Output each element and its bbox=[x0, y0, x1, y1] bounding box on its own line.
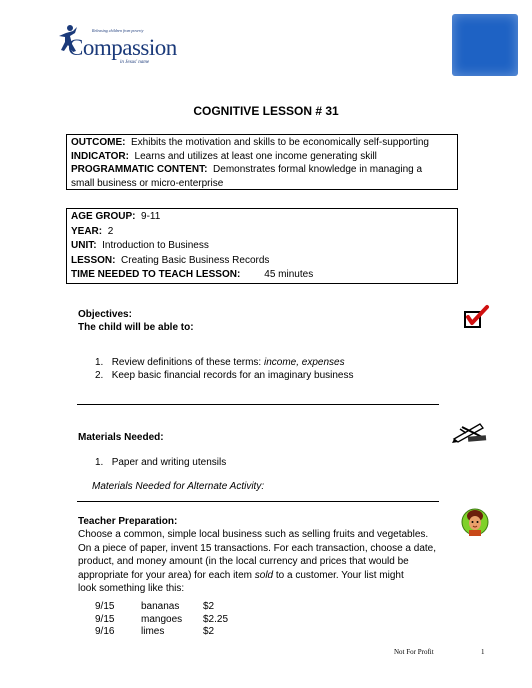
checkbox-check-icon bbox=[462, 304, 490, 330]
age-line bbox=[71, 210, 453, 225]
content-label: PROGRAMMATIC CONTENT: bbox=[71, 164, 208, 176]
time-line bbox=[71, 268, 453, 283]
footer-notice: Not For Profit bbox=[394, 648, 434, 656]
indicator-text: Learns and utilizes at least one income generating skill bbox=[134, 150, 377, 162]
transaction-item: mangoes bbox=[141, 613, 183, 625]
transactions-list bbox=[95, 600, 228, 638]
lesson-label: LESSON: bbox=[71, 254, 116, 266]
year-label: YEAR: bbox=[71, 225, 103, 237]
objective-1-num: 1. bbox=[95, 357, 104, 368]
transaction-row bbox=[95, 625, 228, 638]
time-label: TIME NEEDED TO TEACH LESSON: bbox=[71, 269, 241, 281]
transaction-row bbox=[95, 600, 228, 613]
lesson-line bbox=[71, 254, 453, 269]
outcome-text: Exhibits the motivation and skills to be economically self-supporting bbox=[131, 137, 429, 148]
indicator-line bbox=[71, 150, 453, 164]
unit-line bbox=[71, 239, 453, 254]
prep-line-2: On a piece of paper, invent 15 transactions. For each transaction, choose a date, bbox=[78, 542, 436, 554]
transaction-date: 9/16 bbox=[95, 626, 115, 637]
lesson-value: Creating Basic Business Records bbox=[121, 254, 270, 266]
objective-item-1 bbox=[95, 356, 345, 370]
objective-2-num: 2. bbox=[95, 370, 104, 381]
objective-1-text: Review definitions of these terms: bbox=[111, 357, 262, 368]
year-line bbox=[71, 225, 453, 240]
prep-heading: Teacher Preparation: bbox=[78, 516, 178, 527]
objectives-subheading: The child will be able to: bbox=[78, 322, 194, 333]
materials-item-1 bbox=[95, 456, 226, 470]
objective-item-2 bbox=[95, 369, 353, 383]
content-text-2: small business or micro-enterprise bbox=[71, 177, 224, 189]
transaction-price: $2 bbox=[203, 626, 215, 637]
prep-line-4-post: to a customer. Your list might bbox=[275, 569, 404, 581]
objectives-heading: Objectives: bbox=[78, 309, 132, 320]
transaction-item: bananas bbox=[141, 601, 180, 612]
prep-line-4-pre: appropriate for your area) for each item bbox=[78, 569, 252, 581]
prep-line-3: product, and money amount (in the local currency and prices that would be bbox=[78, 556, 409, 567]
prep-line-4-italic: sold bbox=[254, 569, 274, 581]
lesson-info-box bbox=[66, 208, 458, 284]
logo-tagline: Releasing children from poverty bbox=[92, 28, 144, 33]
transaction-date: 9/15 bbox=[95, 613, 115, 625]
teacher-face-icon bbox=[460, 506, 490, 540]
year-value: 2 bbox=[107, 225, 114, 237]
age-label: AGE GROUP: bbox=[71, 211, 136, 222]
prep-line-4 bbox=[78, 569, 436, 583]
transaction-price: $2 bbox=[203, 601, 215, 612]
objective-1-terms: income, expenses bbox=[263, 357, 345, 368]
transaction-row bbox=[95, 613, 228, 626]
transaction-date: 9/15 bbox=[95, 601, 115, 612]
outcome-box bbox=[66, 134, 458, 190]
age-value: 9-11 bbox=[141, 211, 161, 222]
page-number: 1 bbox=[481, 648, 485, 656]
content-line bbox=[71, 163, 453, 177]
section-divider-1 bbox=[77, 404, 439, 405]
lesson-title: COGNITIVE LESSON # 31 bbox=[193, 104, 339, 118]
objective-2-text: Keep basic financial records for an imaginary business bbox=[111, 370, 354, 381]
compassion-logo bbox=[52, 24, 177, 68]
outcome-label: OUTCOME: bbox=[71, 137, 126, 148]
brand-blue-square bbox=[452, 14, 518, 76]
time-value: 45 minutes bbox=[264, 269, 314, 281]
logo-wordmark: Compassion bbox=[68, 35, 177, 60]
materials-1-text: Paper and writing utensils bbox=[111, 457, 227, 468]
logo-subline: in Jesus' name bbox=[120, 60, 150, 65]
outcome-line bbox=[71, 136, 453, 150]
pencil-tools-icon bbox=[450, 420, 490, 444]
transaction-item: limes bbox=[141, 626, 165, 637]
materials-1-num: 1. bbox=[95, 457, 104, 468]
prep-line-1: Choose a common, simple local business such as selling fruits and vegetables. bbox=[78, 529, 429, 540]
content-text-1: Demonstrates formal knowledge in managing a bbox=[213, 164, 423, 176]
prep-line-5: look something like this: bbox=[78, 583, 185, 594]
materials-heading: Materials Needed: bbox=[78, 432, 164, 443]
indicator-label: INDICATOR: bbox=[71, 150, 129, 162]
materials-alternate: Materials Needed for Alternate Activity: bbox=[92, 481, 265, 492]
unit-value: Introduction to Business bbox=[102, 240, 209, 252]
transaction-price: $2.25 bbox=[203, 613, 229, 625]
section-divider-2 bbox=[77, 501, 439, 502]
unit-label: UNIT: bbox=[71, 240, 97, 252]
prep-paragraph bbox=[78, 528, 436, 596]
